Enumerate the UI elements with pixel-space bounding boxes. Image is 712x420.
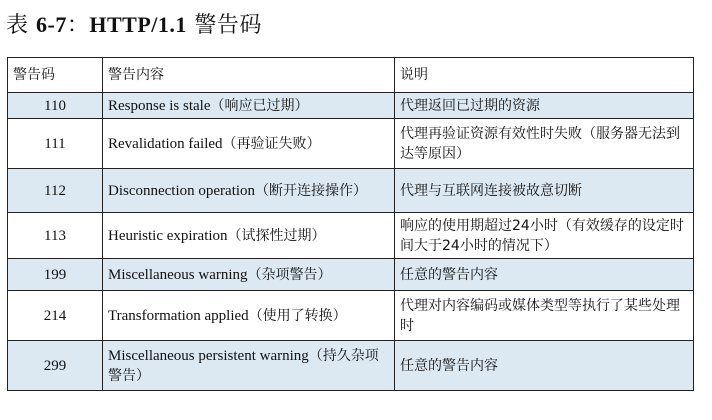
warning-content-cell (103, 93, 395, 119)
warning-content-en: Miscellaneous persistent warning (108, 347, 309, 364)
table-row (8, 341, 694, 391)
caption-rest: 警告码 (194, 13, 262, 38)
table-row (8, 213, 694, 259)
warning-description-cell: 响应的使用期超过24小时（有效缓存的设定时间大于24小时的情况下） (395, 213, 694, 259)
warning-content-cn: （再验证失败） (222, 135, 321, 152)
header-content: 警告内容 (103, 58, 395, 93)
warning-content-cell (103, 341, 395, 391)
warning-content-en: Revalidation failed (108, 135, 223, 152)
warning-content-cn: （断开连接操作） (255, 182, 368, 199)
warning-code-cell: 111 (8, 119, 103, 169)
warning-code-cell: 112 (8, 169, 103, 213)
table-row (8, 93, 694, 119)
warning-description-cell: 代理返回已过期的资源 (395, 93, 694, 119)
warning-content-cell (103, 213, 395, 259)
table-caption (6, 8, 262, 39)
warning-content-en: Heuristic expiration (108, 227, 228, 244)
warning-code-cell: 214 (8, 291, 103, 341)
warning-code-cell: 299 (8, 341, 103, 391)
warning-description-cell: 代理再验证资源有效性时失败（服务器无法到达等原因） (395, 119, 694, 169)
table-row (8, 291, 694, 341)
header-description: 说明 (395, 58, 694, 93)
warning-content-cn: （杂项警告） (247, 266, 332, 283)
warning-content-cn: （持久杂项警告） (108, 347, 379, 384)
caption-number: 6-7 (36, 12, 67, 37)
warning-content-cn: （响应已过期） (210, 97, 309, 114)
warning-code-cell: 110 (8, 93, 103, 119)
warning-description-cell: 任意的警告内容 (395, 341, 694, 391)
warning-description-cell: 代理与互联网连接被故意切断 (395, 169, 694, 213)
warning-code-cell: 113 (8, 213, 103, 259)
warning-content-cell (103, 291, 395, 341)
warning-content-cn: （使用了转换） (248, 307, 347, 324)
caption-separator: ： (66, 13, 90, 38)
warning-content-en: Transformation applied (108, 307, 249, 324)
table-row (8, 259, 694, 291)
warning-content-cell (103, 259, 395, 291)
warning-description-cell: 任意的警告内容 (395, 259, 694, 291)
warning-content-cell (103, 119, 395, 169)
header-code: 警告码 (8, 58, 103, 93)
warning-code-table (7, 57, 694, 391)
table-header-row (8, 58, 694, 93)
warning-code-cell: 199 (8, 259, 103, 291)
warning-content-en: Disconnection operation (108, 182, 256, 199)
table-row (8, 169, 694, 213)
caption-protocol: HTTP/1.1 (89, 12, 187, 37)
warning-content-en: Miscellaneous warning (108, 266, 248, 283)
warning-content-en: Response is stale (108, 97, 211, 114)
warning-description-cell: 代理对内容编码或媒体类型等执行了某些处理时 (395, 291, 694, 341)
warning-content-cell (103, 169, 395, 213)
caption-prefix: 表 (6, 13, 29, 38)
table-row (8, 119, 694, 169)
warning-content-cn: （试探性过期） (227, 227, 326, 244)
